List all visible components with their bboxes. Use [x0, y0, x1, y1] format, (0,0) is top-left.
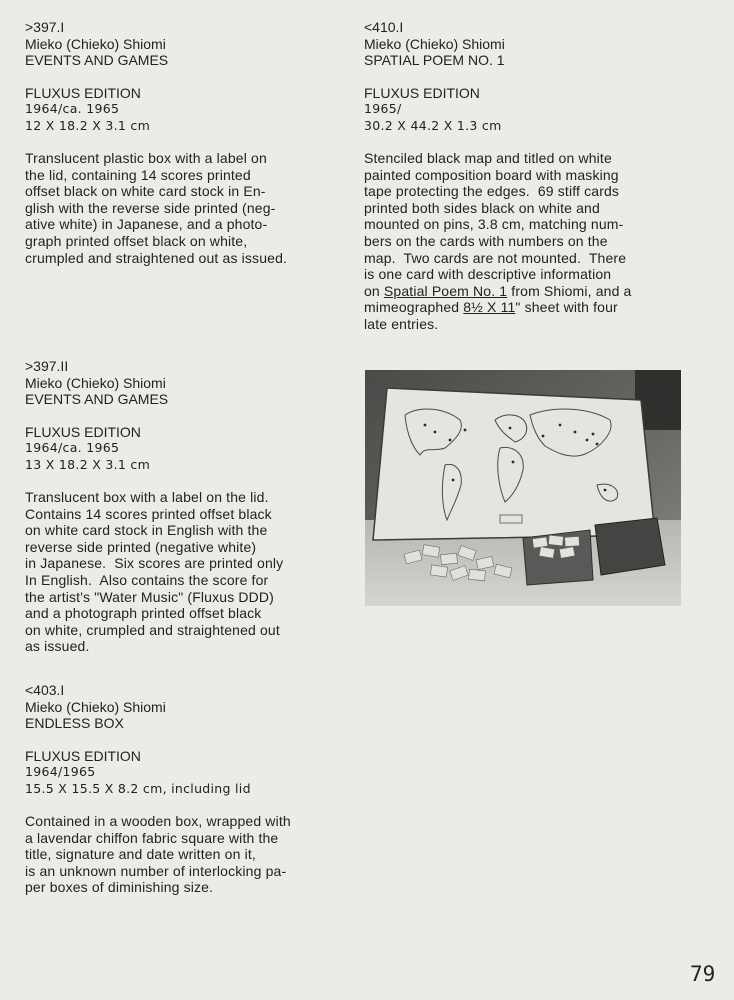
- entry-dimensions: 30.2 X 44.2 X 1.3 cm: [364, 117, 502, 133]
- photograph-illustration: [365, 370, 681, 606]
- entry-title: EVENTS AND GAMES: [25, 52, 169, 68]
- catalog-entry-397-1: [25, 19, 365, 266]
- catalog-entry-397-2: [25, 358, 365, 655]
- description-line: Contained in a wooden box, wrapped with: [25, 813, 291, 829]
- description-line: [364, 283, 709, 300]
- catalog-entry-410-1: [364, 19, 709, 333]
- description-line: the artist's "Water Music" (Fluxus DDD): [25, 588, 274, 605]
- description-line: Translucent plastic box with a label on: [25, 150, 267, 166]
- description-line: tape protecting the edges. 69 stiff cards: [364, 183, 620, 200]
- description-line: crumpled and straightened out as issued.: [25, 249, 288, 266]
- description-line: painted composition board with masking: [364, 166, 619, 183]
- entry-title: EVENTS AND GAMES: [25, 391, 169, 407]
- entry-artist: Mieko (Chieko) Shiomi: [25, 698, 166, 715]
- entry-artist: Mieko (Chieko) Shiomi: [364, 35, 505, 52]
- entry-number: <403.I: [25, 682, 65, 698]
- description-line: a lavendar chiffon fabric square with the: [25, 829, 279, 846]
- text-segment: on: [364, 282, 384, 299]
- entry-description: [25, 489, 365, 655]
- entry-edition: FLUXUS EDITION: [25, 84, 141, 101]
- description-line: offset black on white card stock in En-: [25, 183, 266, 200]
- description-line: and a photograph printed offset black: [25, 605, 262, 622]
- description-line: ative white) in Japanese, and a photo-: [25, 216, 268, 233]
- entry-title: ENDLESS BOX: [25, 715, 124, 731]
- entry-artist: Mieko (Chieko) Shiomi: [25, 374, 166, 391]
- entry-dimensions: 15.5 X 15.5 X 8.2 cm, including lid: [25, 780, 251, 796]
- description-line: Stenciled black map and titled on white: [364, 150, 612, 166]
- entry-edition: FLUXUS EDITION: [364, 84, 480, 101]
- description-line: on white, crumpled and straightened out: [25, 621, 280, 638]
- description-line: map. Two cards are not mounted. There: [364, 249, 627, 266]
- entry-number: >397.I: [25, 19, 65, 35]
- description-line: is one card with descriptive information: [364, 266, 612, 283]
- entry-description: [364, 150, 709, 333]
- entry-title: SPATIAL POEM NO. 1: [364, 52, 505, 68]
- description-line: [364, 299, 709, 316]
- text-segment: from Shiomi, and a: [507, 282, 632, 299]
- entry-dimensions: 12 X 18.2 X 3.1 cm: [25, 117, 151, 133]
- description-line: mounted on pins, 3.8 cm, matching num-: [364, 216, 624, 233]
- entry-dimensions: 13 X 18.2 X 3.1 cm: [25, 456, 151, 472]
- page-number: 79: [690, 962, 716, 986]
- entry-edition: FLUXUS EDITION: [25, 423, 141, 440]
- description-line: bers on the cards with numbers on the: [364, 232, 608, 249]
- description-line: in Japanese. Six scores are printed only: [25, 555, 284, 572]
- entry-date: 1965/: [364, 101, 402, 116]
- text-segment: mimeographed: [364, 299, 464, 316]
- description-line: glish with the reverse side printed (neg-: [25, 199, 276, 216]
- catalog-entry-403-1: [25, 682, 365, 896]
- description-line: is an unknown number of interlocking pa-: [25, 862, 287, 879]
- underlined-title: Spatial Poem No. 1: [383, 282, 508, 299]
- underlined-size: 8½ X 11: [463, 299, 516, 316]
- description-line: reverse side printed (negative white): [25, 538, 257, 555]
- entry-description: [25, 150, 365, 266]
- entry-date: 1964/ca. 1965: [25, 101, 120, 116]
- entry-date: 1964/ca. 1965: [25, 440, 120, 455]
- entry-edition: FLUXUS EDITION: [25, 747, 141, 764]
- description-line: per boxes of diminishing size.: [25, 879, 214, 896]
- entry-date: 1964/1965: [25, 764, 96, 779]
- description-line: late entries.: [364, 315, 439, 332]
- text-segment: " sheet with four: [515, 299, 618, 316]
- description-line: title, signature and date written on it,: [25, 846, 256, 863]
- description-line: printed both sides black on white and: [364, 199, 600, 216]
- description-line: In English. Also contains the score for: [25, 571, 269, 588]
- description-line: on white card stock in English with the: [25, 522, 268, 539]
- entry-artist: Mieko (Chieko) Shiomi: [25, 35, 166, 52]
- entry-number: <410.I: [364, 19, 404, 35]
- description-line: Contains 14 scores printed offset black: [25, 505, 272, 522]
- description-line: as issued.: [25, 638, 90, 655]
- entry-number: >397.II: [25, 358, 69, 374]
- spatial-poem-photograph: [365, 370, 681, 606]
- description-line: Translucent box with a label on the lid.: [25, 489, 269, 505]
- description-line: the lid, containing 14 scores printed: [25, 166, 251, 183]
- description-line: graph printed offset black on white,: [25, 232, 248, 249]
- entry-description: [25, 813, 365, 896]
